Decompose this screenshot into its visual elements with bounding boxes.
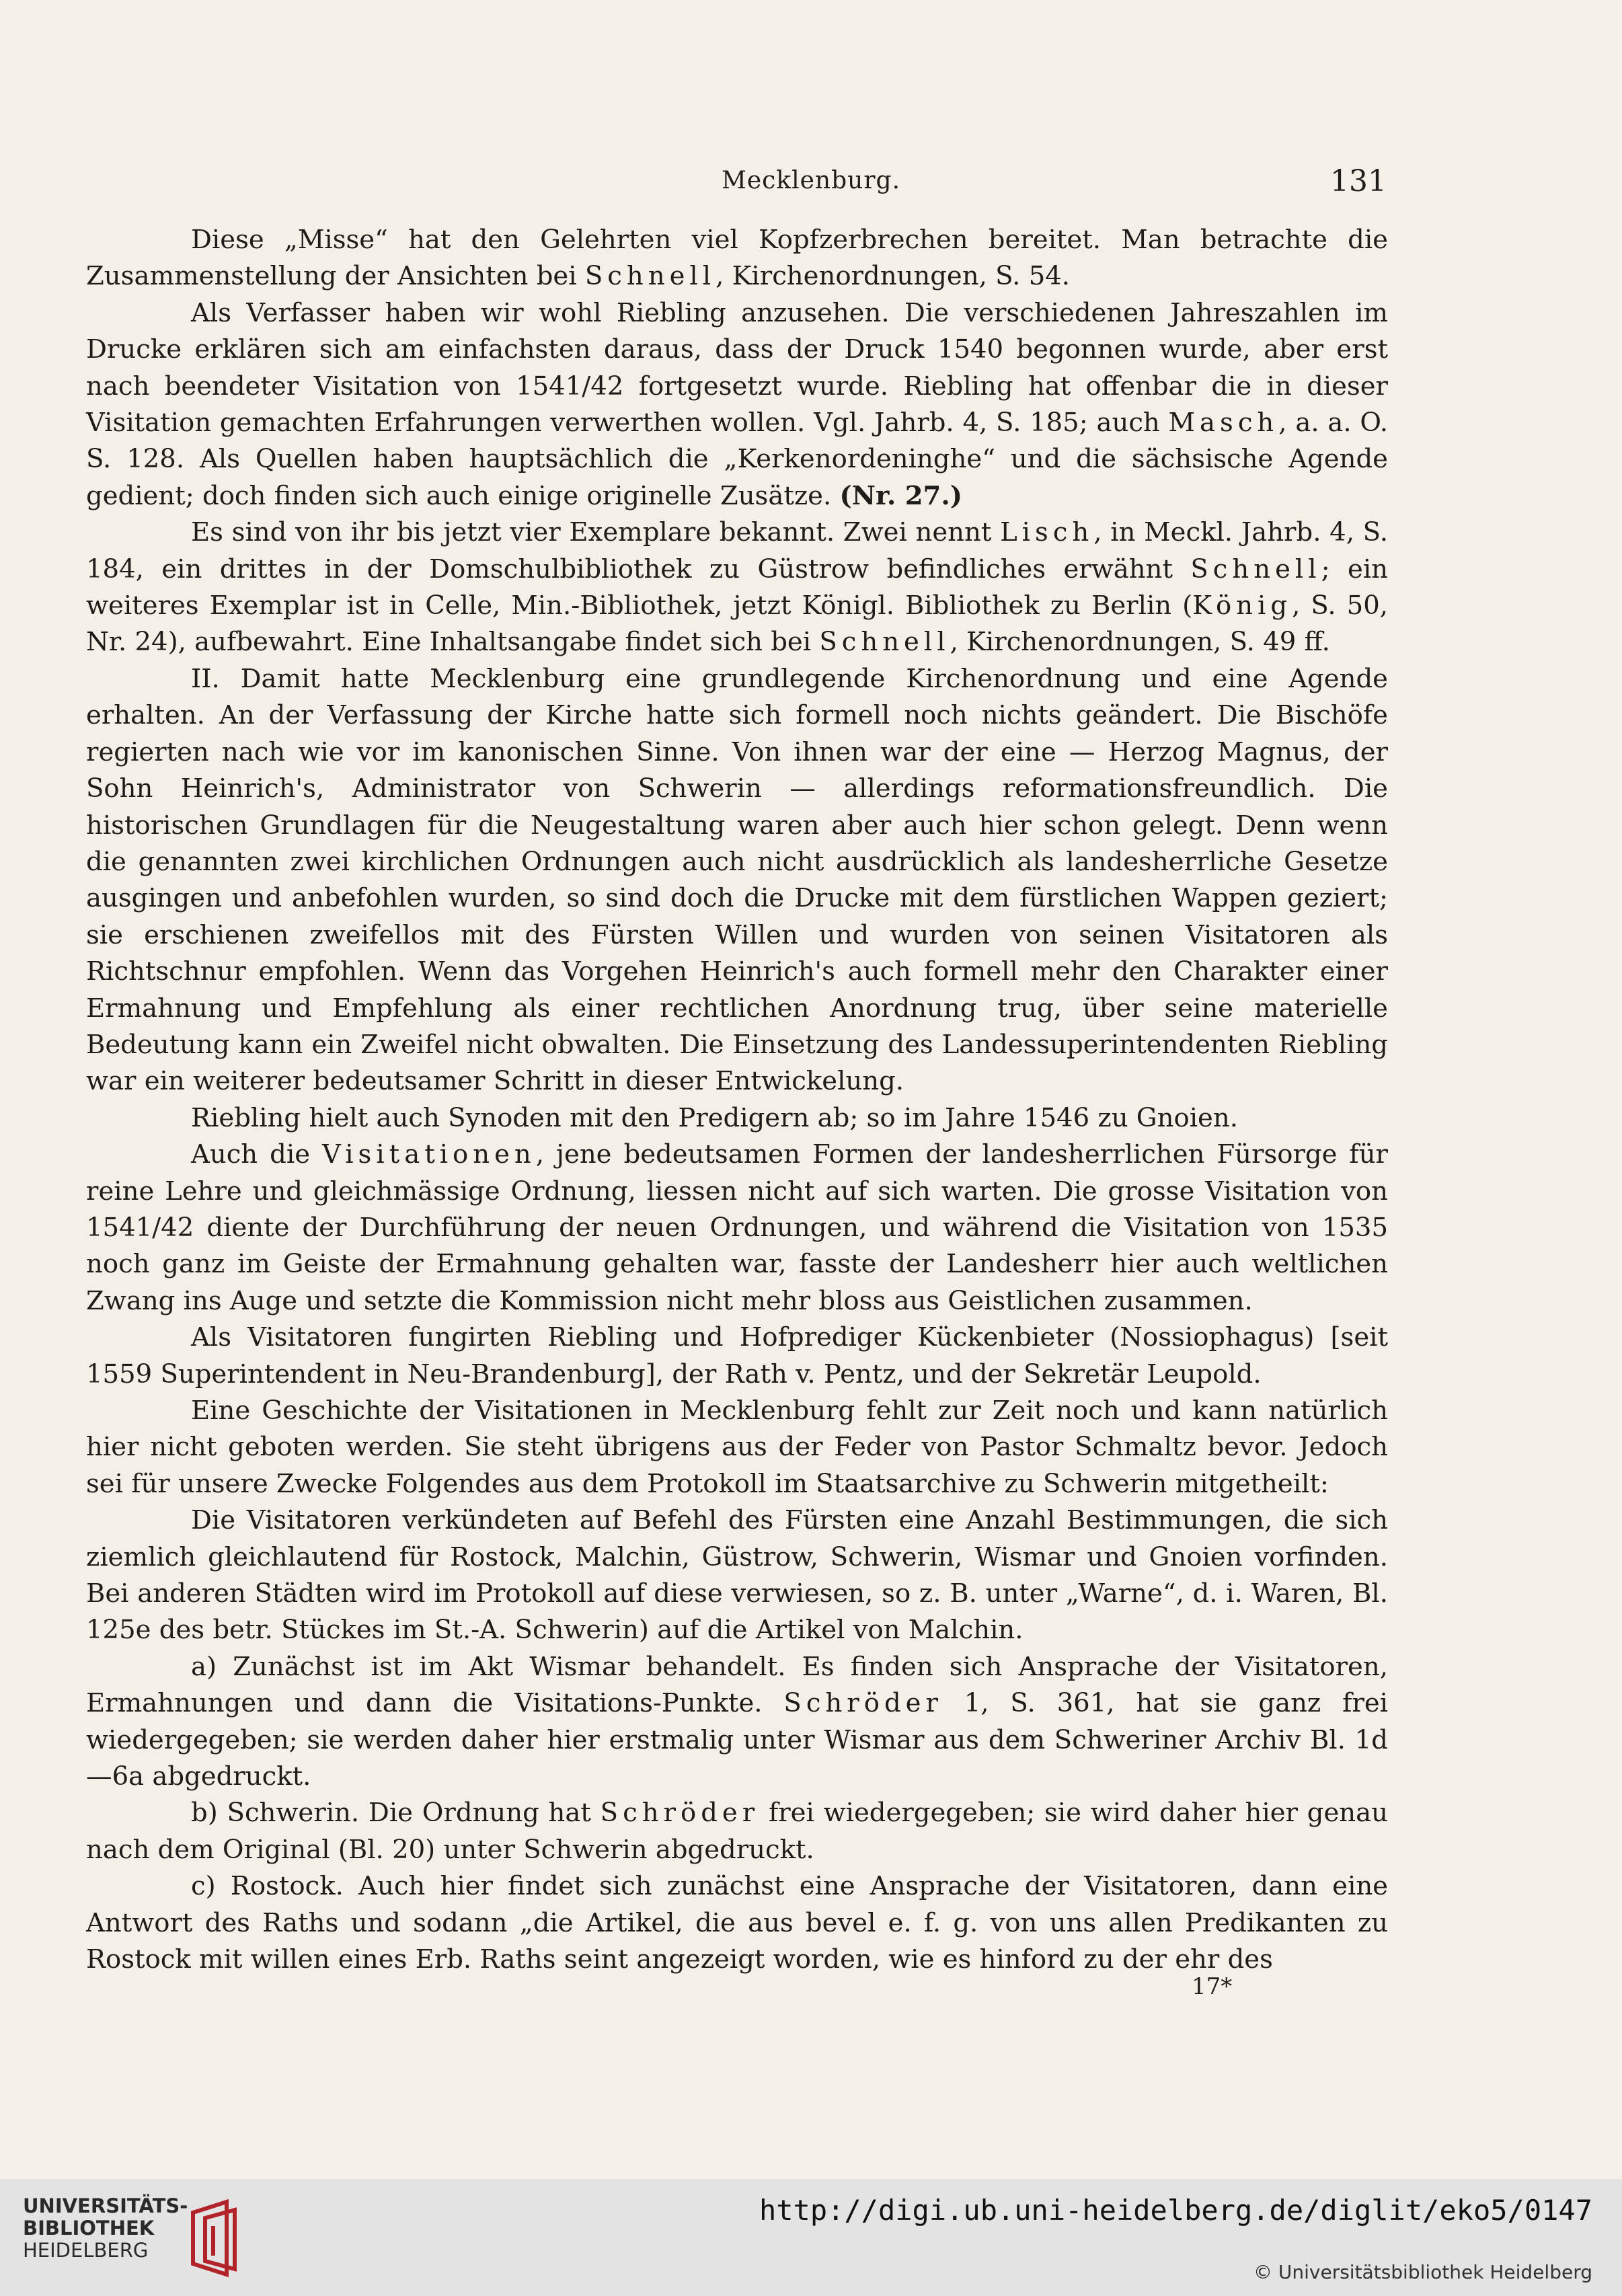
spaced-name: Schnell bbox=[819, 627, 950, 658]
spaced-name: Lisch bbox=[1000, 517, 1094, 548]
paragraph: Die Visitatoren verkündeten auf Befehl des Fürsten eine Anzahl Bestimmungen, die sich ziemlich gleichlautend für Rostock, Malchin, Güstrow, Schwerin, Wismar und Gnoien vorfinden. Bei anderen Städten wird im Protokoll auf diese verwiesen, so z. B. unter „Warne“, d. i. Waren, Bl. 125e des betr. Stückes im St.-A. Schwerin) auf die Artikel von Malchin. bbox=[86, 1505, 1388, 1646]
paragraph: II. Damit hatte Mecklenburg eine grundlegende Kirchenordnung und eine Agende erhalten. An der Verfassung der Kirche hatte sich formell noch nichts geändert. Die Bischöfe regierten nach wie vor im kanonischen Sinne. Von ihnen war der eine — Herzog Magnus, der Sohn Heinrich's, Administrator von Schwerin — allerdings reformationsfreundlich. Die historischen Grundlagen für die Neugestaltung waren aber auch hier schon gelegt. Denn wenn die genannten zwei kirchlichen Ordnungen auch nicht ausdrücklich als landesherrliche Gesetze ausgingen und anbefohlen wurden, so sind doch die Drucke mit dem fürstlichen Wappen geziert; sie erschienen zweifellos mit des Fürsten Willen und wurden von seinen Visitatoren als Richtschnur empfohlen. Wenn das Vorgehen Heinrich's auch formell mehr den Charakter einer Ermahnung und Empfehlung als einer rechtlichen Anordnung trug, über seine materielle Bedeutung kann ein Zweifel nicht obwalten. Die Einsetzung des Landessuperintendenten Riebling war ein weiterer bedeutsamer Schritt in dieser Entwickelung. bbox=[86, 663, 1388, 1097]
paragraph: Riebling hielt auch Synoden mit den Predigern ab; so im Jahre 1546 zu Gnoien. bbox=[191, 1102, 1238, 1133]
body-text bbox=[86, 222, 1388, 1979]
spaced-name: Schnell bbox=[1190, 553, 1321, 584]
page-number: 131 bbox=[1330, 164, 1387, 198]
spaced-name: Schröder bbox=[600, 1798, 760, 1829]
paragraph: Auch die Visitationen, jene bedeutsamen Formen der landesherrlichen Fürsorge für reine Lehre und gleichmässige Ordnung, liessen nicht auf sich warten. Die grosse Visitation von 1541/42 diente der Durchführung der neuen Ordnungen, und während die Visitation von 1535 noch ganz im Geiste der Ermahnung gehalten war, fasste der Landesherr hier auch weltlichen Zwang ins Auge und setzte die Kommission nicht mehr bloss aus Geistlichen zusammen. bbox=[86, 1139, 1388, 1316]
spaced-name: Masch bbox=[1168, 408, 1279, 438]
paragraph: Als Verfasser haben wir wohl Riebling anzusehen. Die verschiedenen Jahreszahlen im Drucke erklären sich am einfachsten daraus, dass der Druck 1540 begonnen wurde, aber erst nach beendeter Visitation von 1541/42 fortgesetzt wurde. Riebling hat offenbar die in dieser Visitation gemachten Erfahrungen verwerthen wollen. Vgl. Jahrb. 4, S. 185; auch Masch, a. a. O. S. 128. Als Quellen haben hauptsächlich die „Kerkenordeninghe“ und die sächsische Agende gedient; doch finden sich auch einige originelle Zusätze. (Nr. 27.) bbox=[86, 297, 1388, 511]
paragraph: Diese „Misse“ hat den Gelehrten viel Kopfzerbrechen bereitet. Man betrachte die Zusammenstellung der Ansichten bei Schnell, Kirchenordnungen, S. 54. bbox=[86, 225, 1388, 292]
paragraph: b) Schwerin. Die Ordnung hat Schröder frei wiedergegeben; sie wird daher hier genau nach dem Original (Bl. 20) unter Schwerin abgedruckt. bbox=[86, 1798, 1388, 1865]
paragraph: Es sind von ihr bis jetzt vier Exemplare bekannt. Zwei nennt Lisch, in Meckl. Jahrb. 4, S. 184, ein drittes in der Domschulbibliothek zu Güstrow befindliches erwähnt Schnell; ein weiteres Exemplar ist in Celle, Min.-Bibliothek, jetzt Königl. Bibliothek zu Berlin (König, S. 50, Nr. 24), aufbewahrt. Eine Inhaltsangabe findet sich bei Schnell, Kirchenordnungen, S. 49 ff. bbox=[86, 517, 1389, 658]
running-head bbox=[0, 164, 1622, 202]
paragraph: c) Rostock. Auch hier findet sich zunächst eine Ansprache der Visitatoren, dann eine Antwort des Raths und sodann „die Artikel, die aus bevel e. f. g. von uns allen Predikanten zu Rostock mit willen eines Erb. Raths seint angezeigt worden, wie es hinford zu der ehr des bbox=[86, 1871, 1388, 1975]
library-logo[interactable] bbox=[20, 2195, 249, 2283]
spaced-name: König bbox=[1192, 590, 1292, 621]
spaced-term: Visitationen bbox=[322, 1139, 536, 1170]
running-title: Mecklenburg. bbox=[721, 167, 901, 194]
paragraph: Eine Geschichte der Visitationen in Mecklenburg fehlt zur Zeit noch und kann natürlich hier nicht geboten werden. Sie steht übrigens aus der Feder von Pastor Schmaltz bevor. Jedoch sei für unsere Zwecke Folgendes aus dem Protokoll im Staatsarchive zu Schwerin mitgetheilt: bbox=[86, 1395, 1388, 1499]
cross-reference: (Nr. 27.) bbox=[839, 480, 963, 511]
spaced-name: Schnell bbox=[584, 261, 716, 292]
paragraph: a) Zunächst ist im Akt Wismar behandelt. Es finden sich Ansprache der Visitatoren, Ermahnungen und dann die Visitations-Punkte. Schröder 1, S. 361, hat sie ganz frei wiedergegeben; sie werden daher hier erstmalig unter Wismar aus dem Schweriner Archiv Bl. 1d—6a abgedruckt. bbox=[86, 1651, 1388, 1792]
footer-bar bbox=[0, 2179, 1622, 2296]
logo-text: UNIVERSITÄTS- BIBLIOTHEK HEIDELBERG bbox=[23, 2194, 188, 2262]
spaced-name: Schröder bbox=[783, 1688, 943, 1719]
library-emblem-icon bbox=[178, 2199, 245, 2280]
paragraph: Als Visitatoren fungirten Riebling und Hofprediger Kückenbieter (Nossiophagus) [seit 1559 Superintendent in Neu-Brandenburg], der Rath v. Pentz, und der Sekretär Leupold. bbox=[86, 1322, 1388, 1389]
signature-mark: 17* bbox=[1192, 1973, 1233, 2000]
copyright-notice: © Universitätsbibliothek Heidelberg bbox=[1253, 2261, 1592, 2283]
permalink-url[interactable]: http://digi.ub.uni-heidelberg.de/diglit/eko5/0147 bbox=[759, 2194, 1592, 2227]
